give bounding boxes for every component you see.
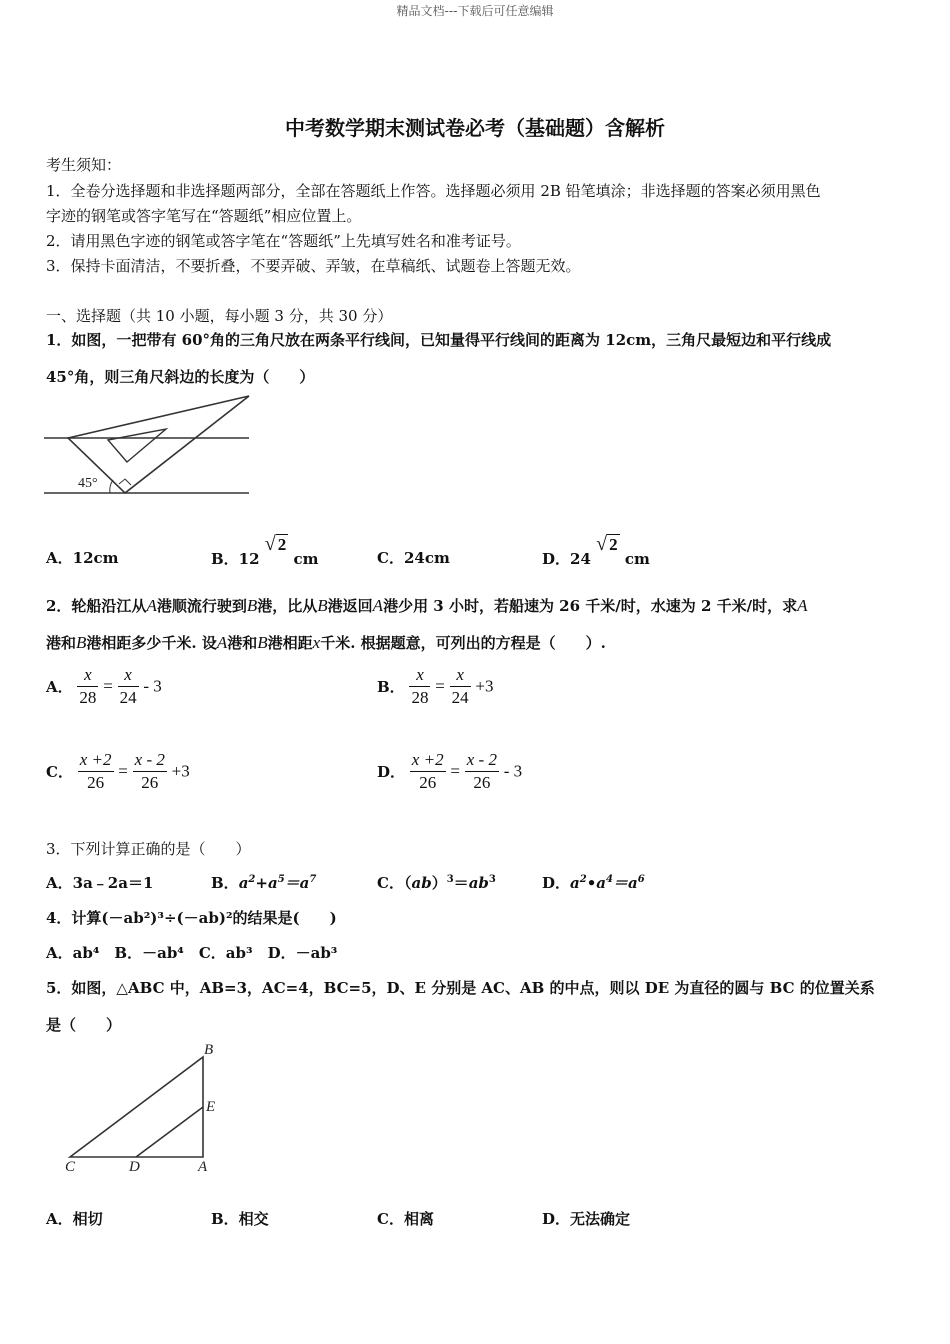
numerator: x bbox=[77, 664, 98, 687]
q1-option-d-unit: cm bbox=[624, 550, 650, 568]
q2-text: 港和 bbox=[227, 634, 258, 652]
equation-tail: - 3 bbox=[143, 676, 162, 696]
fraction bbox=[77, 664, 98, 709]
q1-option-d-prefix: D．24 bbox=[542, 550, 591, 568]
q2-option-d[interactable] bbox=[377, 749, 522, 794]
equation-tail: +3 bbox=[171, 761, 190, 781]
section-heading: 一、选择题（共 10 小题，每小题 3 分，共 30 分） bbox=[46, 307, 393, 325]
page-title: 中考数学期末测试卷必考（基础题）含解析 bbox=[285, 116, 665, 140]
q5-label-b: B bbox=[204, 1042, 214, 1058]
q2-text: 港，比从 bbox=[257, 597, 318, 615]
q1-option-a[interactable]: A．12cm bbox=[46, 549, 119, 567]
option-label: B． bbox=[211, 874, 239, 892]
q2-var-a: A bbox=[146, 596, 157, 615]
q5-label-d: D bbox=[129, 1159, 140, 1175]
denominator: 26 bbox=[419, 773, 437, 792]
notice-item-3: 3．保持卡面清洁，不要折叠，不要弄破、弄皱，在草稿纸、试题卷上答题无效。 bbox=[46, 257, 581, 275]
q2-var-b: B bbox=[76, 633, 87, 652]
q3-option-d-expr: $a^2•a^4=a^6$ bbox=[570, 874, 645, 892]
q5-segment-de bbox=[136, 1107, 203, 1157]
numerator: x bbox=[409, 664, 430, 687]
option-label: C． bbox=[377, 874, 404, 892]
q1-option-b-unit: cm bbox=[293, 550, 319, 568]
notice-item-1: 1．全卷分选择题和非选择题两部分，全部在答题纸上作答。选择题必须用 2B 铅笔填涂；非选择题的答案必须用黑色 bbox=[46, 182, 821, 200]
denominator: 26 bbox=[473, 773, 491, 792]
equals-sign: = bbox=[103, 676, 113, 696]
denominator: 26 bbox=[141, 773, 159, 792]
q5-label-e: E bbox=[206, 1099, 216, 1115]
q1-right-angle-mark bbox=[119, 479, 131, 485]
q2-text: 港顺流行驶到 bbox=[156, 597, 247, 615]
fraction bbox=[409, 664, 430, 709]
option-label: B． bbox=[377, 678, 405, 696]
q4-stem: 4．计算(－ab²)³÷(－ab)²的结果是( ) bbox=[46, 909, 337, 927]
q2-option-a[interactable] bbox=[46, 664, 162, 709]
q2-option-c[interactable] bbox=[46, 749, 190, 794]
q2-text: 2．轮船沿江从 bbox=[46, 597, 147, 615]
denominator: 24 bbox=[119, 688, 137, 707]
numerator: x bbox=[450, 664, 471, 687]
q5-option-b[interactable]: B．相交 bbox=[211, 1210, 269, 1228]
q2-var-a: A bbox=[797, 596, 808, 615]
denominator: 28 bbox=[411, 688, 429, 707]
q2-text: 港返回 bbox=[327, 597, 373, 615]
q3-stem: 3．下列计算正确的是（ ） bbox=[46, 840, 251, 858]
option-label: D． bbox=[542, 874, 571, 892]
q1-option-b-radicand: 2 bbox=[277, 535, 287, 554]
fraction bbox=[465, 749, 499, 794]
numerator: x +2 bbox=[410, 749, 446, 772]
q5-triangle-abc bbox=[70, 1057, 203, 1157]
q5-option-c[interactable]: C．相离 bbox=[377, 1210, 434, 1228]
equals-sign: = bbox=[435, 676, 445, 696]
numerator: x bbox=[118, 664, 139, 687]
page-header: 精品文档---下载后可任意编辑 bbox=[396, 4, 554, 18]
q1-figure bbox=[44, 392, 254, 498]
option-label: D． bbox=[377, 763, 406, 781]
denominator: 24 bbox=[451, 688, 469, 707]
q1-option-d-radicand: 2 bbox=[609, 535, 618, 554]
option-label: C． bbox=[46, 763, 73, 781]
q1-option-d[interactable] bbox=[542, 533, 650, 568]
q1-option-c[interactable]: C．24cm bbox=[377, 549, 450, 567]
equation-tail: +3 bbox=[475, 676, 494, 696]
q2-var-b: B bbox=[257, 633, 268, 652]
q1-option-b-prefix: B．12 bbox=[211, 550, 260, 568]
q2-var-b: B bbox=[317, 596, 328, 615]
q5-label-c: C bbox=[65, 1159, 76, 1175]
option-label: A． bbox=[46, 678, 73, 696]
q2-var-x: x bbox=[312, 633, 321, 652]
fraction bbox=[78, 749, 114, 794]
fraction bbox=[118, 664, 139, 709]
q4-options[interactable]: A．ab⁴ B．－ab⁴ C．ab³ D．－ab³ bbox=[46, 944, 338, 962]
q2-text: 港相距 bbox=[267, 634, 313, 652]
q2-text: 千米. 根据题意，可列出的方程是（ ）. bbox=[320, 634, 606, 652]
q3-option-c-expr: $(ab)^3=ab^3$ bbox=[403, 874, 496, 892]
q5-stem-line2: 是（ ） bbox=[46, 1016, 122, 1034]
q2-text: 港少用 3 小时，若船速为 26 千米/时，水速为 2 千米/时，求 bbox=[383, 597, 798, 615]
q1-angle-label: 45° bbox=[78, 476, 98, 491]
q3-option-a[interactable]: A．3a﹣2a＝1 bbox=[46, 874, 154, 892]
q2-stem-line2 bbox=[46, 632, 606, 653]
q2-text: 港相距多少千米. 设 bbox=[86, 634, 217, 652]
denominator: 26 bbox=[87, 773, 105, 792]
notice-item-1-cont: 字迹的钢笔或答字笔写在“答题纸”相应位置上。 bbox=[46, 207, 362, 225]
notice-item-2: 2．请用黑色字迹的钢笔或答字笔在“答题纸”上先填写姓名和准考证号。 bbox=[46, 232, 521, 250]
q3-option-d[interactable] bbox=[542, 872, 645, 893]
q5-label-a: A bbox=[198, 1159, 208, 1175]
q3-option-b-expr: $a^2+a^5=a^7$ bbox=[238, 874, 317, 892]
q5-option-d[interactable]: D．无法确定 bbox=[542, 1210, 631, 1228]
sqrt-symbol: √ 2 bbox=[596, 533, 618, 555]
q2-text: 港和 bbox=[46, 634, 77, 652]
numerator: x - 2 bbox=[133, 749, 167, 772]
q2-var-b: B bbox=[246, 596, 258, 615]
q5-option-a[interactable]: A．相切 bbox=[46, 1210, 103, 1228]
numerator: x +2 bbox=[78, 749, 114, 772]
q2-stem-line1 bbox=[46, 595, 808, 616]
q1-stem-line1: 1．如图，一把带有 60°角的三角尺放在两条平行线间，已知量得平行线间的距离为 12cm，三角尺最短边和平行线成 bbox=[46, 331, 832, 349]
equals-sign: = bbox=[118, 761, 128, 781]
equals-sign: = bbox=[450, 761, 460, 781]
equation-tail: - 3 bbox=[503, 761, 523, 781]
notice-heading: 考生须知： bbox=[46, 156, 122, 174]
q1-triangle-inner bbox=[108, 429, 166, 462]
numerator: x - 2 bbox=[465, 749, 499, 772]
q5-figure bbox=[60, 1040, 225, 1175]
fraction bbox=[410, 749, 446, 794]
q5-stem-line1: 5．如图，△ABC 中，AB=3，AC=4，BC=5，D、E 分别是 AC、AB 的中点，则以 DE 为直径的圆与 BC 的位置关系 bbox=[46, 979, 875, 997]
fraction bbox=[450, 664, 471, 709]
q2-var-a: A bbox=[216, 633, 228, 652]
q2-option-b[interactable] bbox=[377, 664, 494, 709]
q1-stem-line2: 45°角，则三角尺斜边的长度为（ ） bbox=[46, 368, 315, 386]
sqrt-symbol: √ 2 bbox=[264, 533, 287, 555]
q2-var-a: A bbox=[372, 596, 384, 615]
q3-option-c[interactable] bbox=[377, 872, 496, 893]
q3-option-b[interactable] bbox=[211, 872, 316, 893]
denominator: 28 bbox=[79, 688, 97, 707]
q1-option-b[interactable] bbox=[211, 533, 319, 568]
fraction bbox=[133, 749, 167, 794]
